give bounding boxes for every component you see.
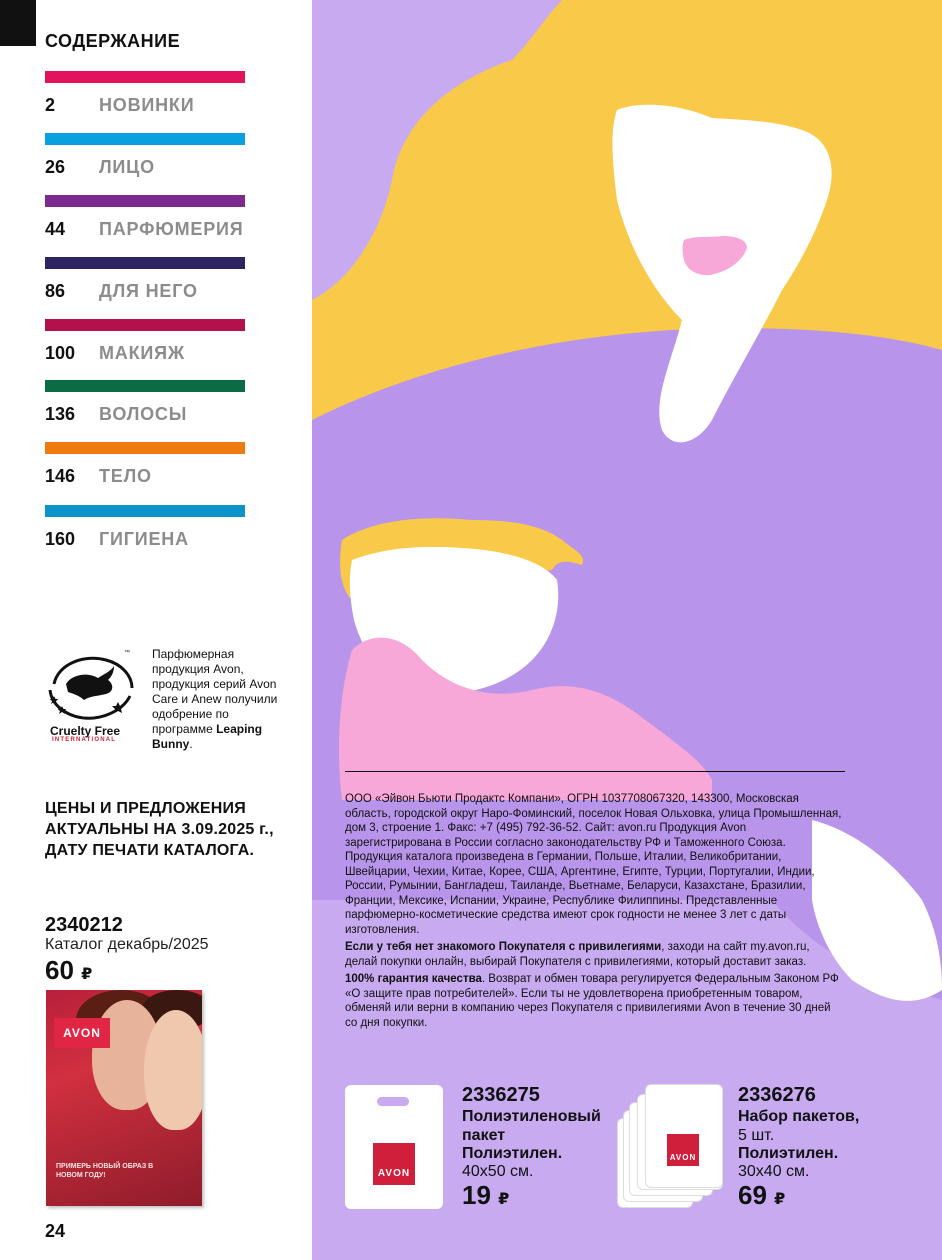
product-price-value: 69 [738,1180,767,1210]
bag-handle-hole [377,1097,409,1106]
product-bag-image[interactable] [345,1085,443,1209]
toc-color-bar [45,257,245,269]
toc-item-parfyumeriya[interactable] [45,195,265,240]
cruelty-free-bold: Leaping Bunny [152,722,263,751]
toc-item-novinki[interactable] [45,71,265,116]
toc-title: СОДЕРЖАНИЕ [45,31,181,51]
product-code: 2336276 [738,1084,816,1106]
toc-color-bar [45,319,245,331]
cover-tagline: ПРИМЕРЬ НОВЫЙ ОБРАЗ В НОВОМ ГОДУ! [56,1163,154,1179]
toc-item-makiyazh[interactable] [45,319,265,364]
legal-guarantee [345,972,845,1030]
cruelty-free-end: . [189,737,193,751]
toc-item-volosy[interactable] [45,380,265,425]
toc-label: ВОЛОСЫ [99,404,188,424]
toc-color-bar [45,380,245,392]
illustration-panel [312,0,942,1260]
toc-item-gigiena[interactable] [45,505,265,550]
product-name: Набор пакетов, [738,1108,860,1125]
toc-label: ГИГИЕНА [99,529,189,549]
toc-page-number: 44 [45,219,66,239]
product-bag-set-image[interactable] [617,1084,723,1210]
legal-buyer-text: , заходи на сайт my.avon.ru, делай покупки онлайн, выбирай Покупателя с привилегиями, который доставит заказ. [345,941,810,968]
legal-guarantee-text: . Возврат и обмен товара регулируется Федеральным Законом РФ «О защите прав потребителей». Если ты не удовлетворена приобретенным товаром, обменяй или верни в компанию через Покупателя с привилегиями Avon в течение 30 дней со дня покупки. [345,973,839,1029]
catalog-cover-image[interactable] [46,990,202,1206]
product-price [462,1180,509,1211]
cruelty-free-logo-text: Cruelty Free [50,724,121,738]
legal-buyer-bold: Если у тебя нет знакомого Покупателя с привилегиями [345,941,662,953]
toc-page-number: 146 [45,466,76,486]
corner-marker [0,0,36,46]
toc-label: ТЕЛО [99,466,152,486]
product-material: Полиэтилен. [738,1145,839,1162]
currency-symbol: ₽ [81,966,93,983]
catalog-code: 2340212 [45,914,123,936]
bag-avon-logo: AVON [373,1143,415,1185]
catalog-name: Каталог декабрь/2025 [45,936,209,953]
toc-color-bar [45,505,245,517]
toc-label: ПАРФЮМЕРИЯ [99,219,244,239]
toc-page-number: 160 [45,529,76,549]
product-price [738,1180,785,1211]
catalog-price [45,955,92,986]
product-size: 30х40 см. [738,1163,810,1180]
toc-page-number: 136 [45,404,76,424]
toc-item-litso[interactable] [45,133,265,178]
toc-label: ДЛЯ НЕГО [99,281,198,301]
toc-page-number: 2 [45,95,56,115]
currency-symbol: ₽ [498,1191,510,1208]
product-quantity: 5 шт. [738,1127,775,1144]
toc-label: ЛИЦО [99,157,155,177]
toc-label: МАКИЯЖ [99,343,185,363]
toc-color-bar [45,195,245,207]
cruelty-free-body: Парфюмерная продукция Avon, продукция серий Avon Care и Anew получили одобрение по программе [152,647,278,736]
product-size: 40х50 см. [462,1163,534,1180]
svg-text:™: ™ [124,650,130,656]
currency-symbol: ₽ [774,1191,786,1208]
bag-avon-logo: AVON [667,1134,699,1166]
toc-color-bar [45,442,245,454]
catalog-price-value: 60 [45,955,74,985]
legal-guarantee-bold: 100% гарантия качества [345,973,482,985]
cover-avon-logo: AVON [54,1018,110,1048]
toc-item-dlya-nego[interactable] [45,257,265,302]
toc-page-number: 86 [45,281,66,301]
product-material: Полиэтилен. [462,1145,563,1162]
toc-label: НОВИНКИ [99,95,195,115]
product-price-value: 19 [462,1180,491,1210]
legal-buyer [345,940,845,969]
toc-item-telo[interactable] [45,442,265,487]
mother-child-illustration [312,0,942,1260]
toc-page-number: 100 [45,343,76,363]
page-number: 24 [45,1221,66,1241]
cruelty-free-logo [44,646,136,746]
product-code: 2336275 [462,1084,540,1106]
product-name: Полиэтиленовый пакет [462,1108,601,1144]
cruelty-free-logo-subtext: INTERNATIONAL [52,737,117,743]
legal-info [345,771,845,1033]
cruelty-free-text [152,647,292,752]
toc-page-number: 26 [45,157,66,177]
cover-model-face [144,1010,202,1130]
toc-color-bar [45,71,245,83]
toc-color-bar [45,133,245,145]
prices-note: ЦЕНЫ И ПРЕДЛОЖЕНИЯ АКТУАЛЬНЫ НА 3.09.2025 г., ДАТУ ПЕЧАТИ КАТАЛОГА. [45,800,274,859]
legal-company: ООО «Эйвон Бьюти Продактс Компани», ОГРН 1037708067320, 143300, Московская область, городской округ Наро-Фоминский, поселок Новая Ольховка, улица Промышленная, дом 3, строение 1. Факс: +7 (495) 792-36-52. Сайт: avon.ru Продукция Avon зарегистрирована в России согласно законодательству РФ и Таможенного Союза. Продукция каталога произведена в Германии, Польше, Италии, Великобритании, Швейцарии, Чехии, Китае, Корее, США, Аргентине, Египте, Турции, Португалии, Индии, России, Румынии, Бангладеш, Таиланде, Вьетнаме, Беларуси, Казахстане, Бразилии, Франции, Мексике, Испании, Украине, Республике Филиппины. Представленные парфюмерно-косметические средства имеют срок годности не менее 3 лет с даты изготовления. [345,793,842,936]
